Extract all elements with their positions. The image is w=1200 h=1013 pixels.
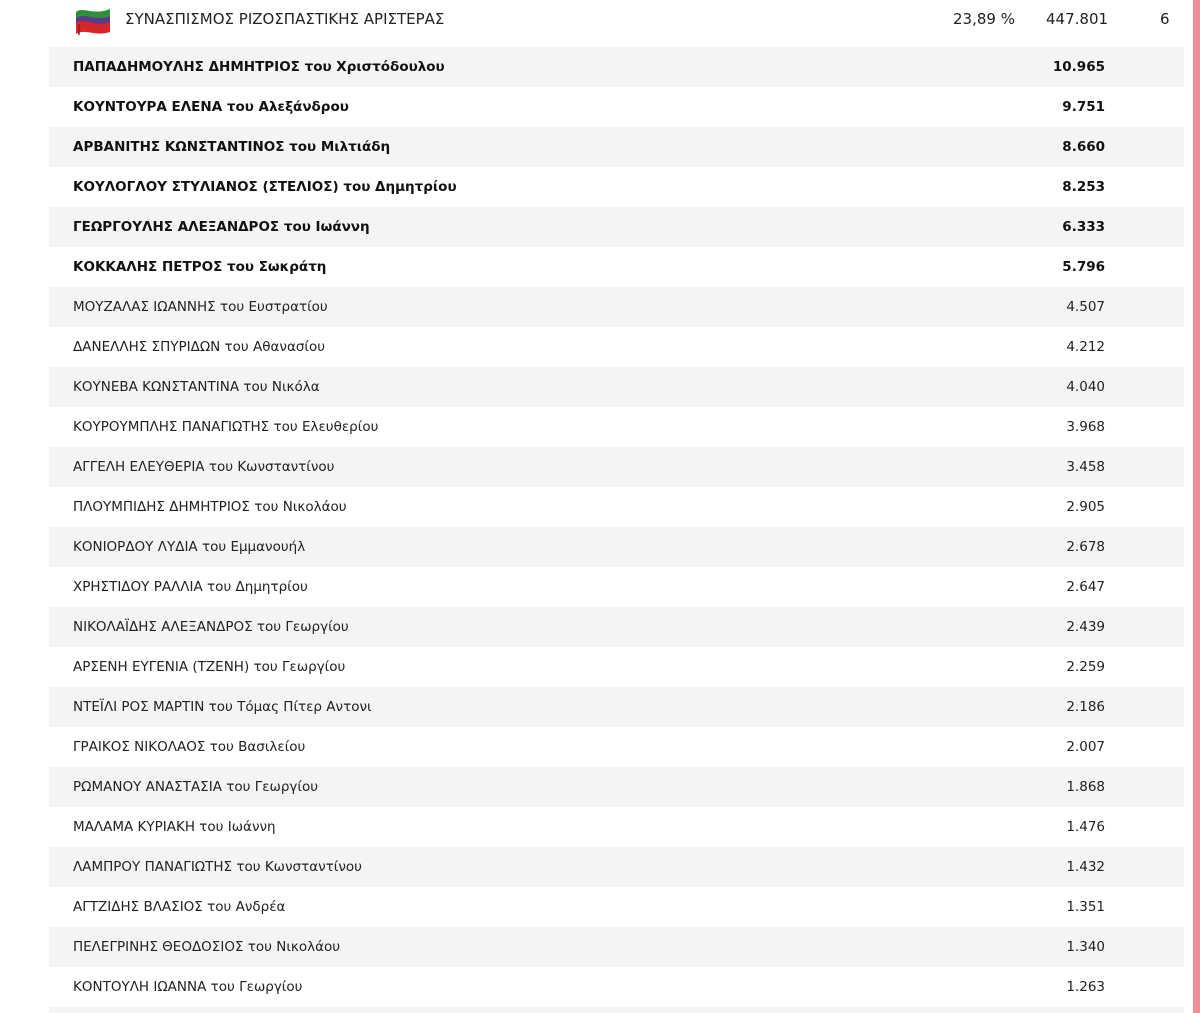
candidate-name: ΑΡΣΕΝΗ ΕΥΓΕΝΙΑ (ΤΖΕΝΗ) του Γεωργίου <box>73 659 346 675</box>
candidate-votes: 8.253 <box>1062 179 1105 195</box>
candidate-votes: 4.040 <box>1066 379 1105 395</box>
candidate-name: ΠΑΠΑΔΗΜΟΥΛΗΣ ΔΗΜΗΤΡΙΟΣ του Χριστόδουλου <box>73 59 445 75</box>
candidate-row[interactable] <box>49 367 1184 407</box>
candidate-name: ΡΩΜΑΝΟΥ ΑΝΑΣΤΑΣΙΑ του Γεωργίου <box>73 779 319 795</box>
candidate-name: ΑΡΒΑΝΙΤΗΣ ΚΩΝΣΤΑΝΤΙΝΟΣ του Μιλτιάδη <box>73 139 391 155</box>
candidate-votes: 6.333 <box>1062 219 1105 235</box>
candidate-votes: 3.968 <box>1066 419 1105 435</box>
candidate-votes: 2.007 <box>1066 739 1105 755</box>
candidate-name: ΓΡΑΙΚΟΣ ΝΙΚΟΛΑΟΣ του Βασιλείου <box>73 739 306 755</box>
candidate-name: ΛΑΜΠΡΟΥ ΠΑΝΑΓΙΩΤΗΣ του Κωνσταντίνου <box>73 859 362 875</box>
candidate-row[interactable] <box>49 727 1184 767</box>
candidate-votes: 2.905 <box>1066 499 1105 515</box>
candidate-row[interactable] <box>49 207 1184 247</box>
candidate-votes: 2.259 <box>1066 659 1105 675</box>
candidate-row[interactable] <box>49 607 1184 647</box>
candidate-name: ΧΡΗΣΤΙΔΟΥ ΡΑΛΛΙΑ του Δημητρίου <box>73 579 308 595</box>
candidate-votes: 2.439 <box>1066 619 1105 635</box>
candidate-row[interactable] <box>49 647 1184 687</box>
candidate-votes: 1.868 <box>1066 779 1105 795</box>
candidate-votes: 10.965 <box>1052 59 1105 75</box>
candidate-name: ΜΑΛΑΜΑ ΚΥΡΙΑΚΗ του Ιωάννη <box>73 819 276 835</box>
candidate-row[interactable] <box>49 887 1184 927</box>
page-edge-bar <box>1193 0 1200 1013</box>
syriza-flag-logo-icon <box>73 4 113 36</box>
candidate-name: ΝΤΕΪΛΙ ΡΟΣ ΜΑΡΤΙΝ του Τόμας Πίτερ Αντονι <box>73 699 372 715</box>
candidate-row[interactable] <box>49 327 1184 367</box>
candidate-name: ΠΛΟΥΜΠΙΔΗΣ ΔΗΜΗΤΡΙΟΣ του Νικολάου <box>73 499 347 515</box>
candidate-name: ΑΓΓΕΛΗ ΕΛΕΥΘΕΡΙΑ του Κωνσταντίνου <box>73 459 335 475</box>
candidate-name: ΚΟΝΤΟΥΛΗ ΙΩΑΝΝΑ του Γεωργίου <box>73 979 303 995</box>
candidate-row[interactable] <box>49 167 1184 207</box>
candidate-votes: 1.476 <box>1066 819 1105 835</box>
candidate-votes: 2.678 <box>1066 539 1105 555</box>
candidate-row[interactable] <box>49 807 1184 847</box>
candidate-votes: 9.751 <box>1062 99 1105 115</box>
candidate-row[interactable] <box>49 527 1184 567</box>
candidate-row[interactable] <box>49 127 1184 167</box>
candidate-row[interactable] <box>49 1007 1184 1013</box>
candidate-votes: 3.458 <box>1066 459 1105 475</box>
party-percent: 23,89 % <box>953 10 1015 28</box>
candidate-row[interactable] <box>49 287 1184 327</box>
party-summary-row[interactable] <box>49 0 1184 46</box>
candidate-name: ΝΙΚΟΛΑΪΔΗΣ ΑΛΕΞΑΝΔΡΟΣ του Γεωργίου <box>73 619 349 635</box>
candidate-votes: 1.263 <box>1066 979 1105 995</box>
candidate-row[interactable] <box>49 487 1184 527</box>
candidate-row[interactable] <box>49 87 1184 127</box>
candidate-name: ΚΟΥΛΟΓΛΟΥ ΣΤΥΛΙΑΝΟΣ (ΣΤΕΛΙΟΣ) του Δημητρίου <box>73 179 457 195</box>
candidate-row[interactable] <box>49 567 1184 607</box>
candidate-row[interactable] <box>49 447 1184 487</box>
party-seats: 6 <box>1160 10 1170 28</box>
candidate-votes: 1.340 <box>1066 939 1105 955</box>
candidate-row[interactable] <box>49 967 1184 1007</box>
candidate-name: ΑΓΤΖΙΔΗΣ ΒΛΑΣΙΟΣ του Ανδρέα <box>73 899 286 915</box>
party-votes: 447.801 <box>1046 10 1109 28</box>
candidate-row[interactable] <box>49 847 1184 887</box>
candidate-name: ΚΟΝΙΟΡΔΟΥ ΛΥΔΙΑ του Εμμανουήλ <box>73 539 306 555</box>
candidate-name: ΜΟΥΖΑΛΑΣ ΙΩΑΝΝΗΣ του Ευστρατίου <box>73 299 328 315</box>
candidate-name: ΚΟΥΝΤΟΥΡΑ ΕΛΕΝΑ του Αλεξάνδρου <box>73 99 349 115</box>
candidate-votes: 1.432 <box>1066 859 1105 875</box>
candidate-votes: 8.660 <box>1062 139 1105 155</box>
candidate-name: ΔΑΝΕΛΛΗΣ ΣΠΥΡΙΔΩΝ του Αθανασίου <box>73 339 326 355</box>
candidate-votes: 2.186 <box>1066 699 1105 715</box>
candidate-name: ΠΕΛΕΓΡΙΝΗΣ ΘΕΟΔΟΣΙΟΣ του Νικολάου <box>73 939 341 955</box>
candidate-name: ΚΟΚΚΑΛΗΣ ΠΕΤΡΟΣ του Σωκράτη <box>73 259 327 275</box>
candidate-votes: 4.507 <box>1066 299 1105 315</box>
candidate-list <box>49 47 1184 1013</box>
candidate-row[interactable] <box>49 927 1184 967</box>
candidate-row[interactable] <box>49 767 1184 807</box>
candidate-name: ΚΟΥΡΟΥΜΠΛΗΣ ΠΑΝΑΓΙΩΤΗΣ του Ελευθερίου <box>73 419 379 435</box>
candidate-votes: 2.647 <box>1066 579 1105 595</box>
candidate-row[interactable] <box>49 47 1184 87</box>
party-name: ΣΥΝΑΣΠΙΣΜΟΣ ΡΙΖΟΣΠΑΣΤΙΚΗΣ ΑΡΙΣΤΕΡΑΣ <box>125 10 445 28</box>
candidate-name: ΓΕΩΡΓΟΥΛΗΣ ΑΛΕΞΑΝΔΡΟΣ του Ιωάννη <box>73 219 370 235</box>
candidate-name: ΚΟΥΝΕΒΑ ΚΩΝΣΤΑΝΤΙΝΑ του Νικόλα <box>73 379 320 395</box>
candidate-votes: 1.351 <box>1066 899 1105 915</box>
candidate-row[interactable] <box>49 407 1184 447</box>
candidate-votes: 4.212 <box>1066 339 1105 355</box>
candidate-row[interactable] <box>49 687 1184 727</box>
candidate-votes: 5.796 <box>1062 259 1105 275</box>
candidate-row[interactable] <box>49 247 1184 287</box>
